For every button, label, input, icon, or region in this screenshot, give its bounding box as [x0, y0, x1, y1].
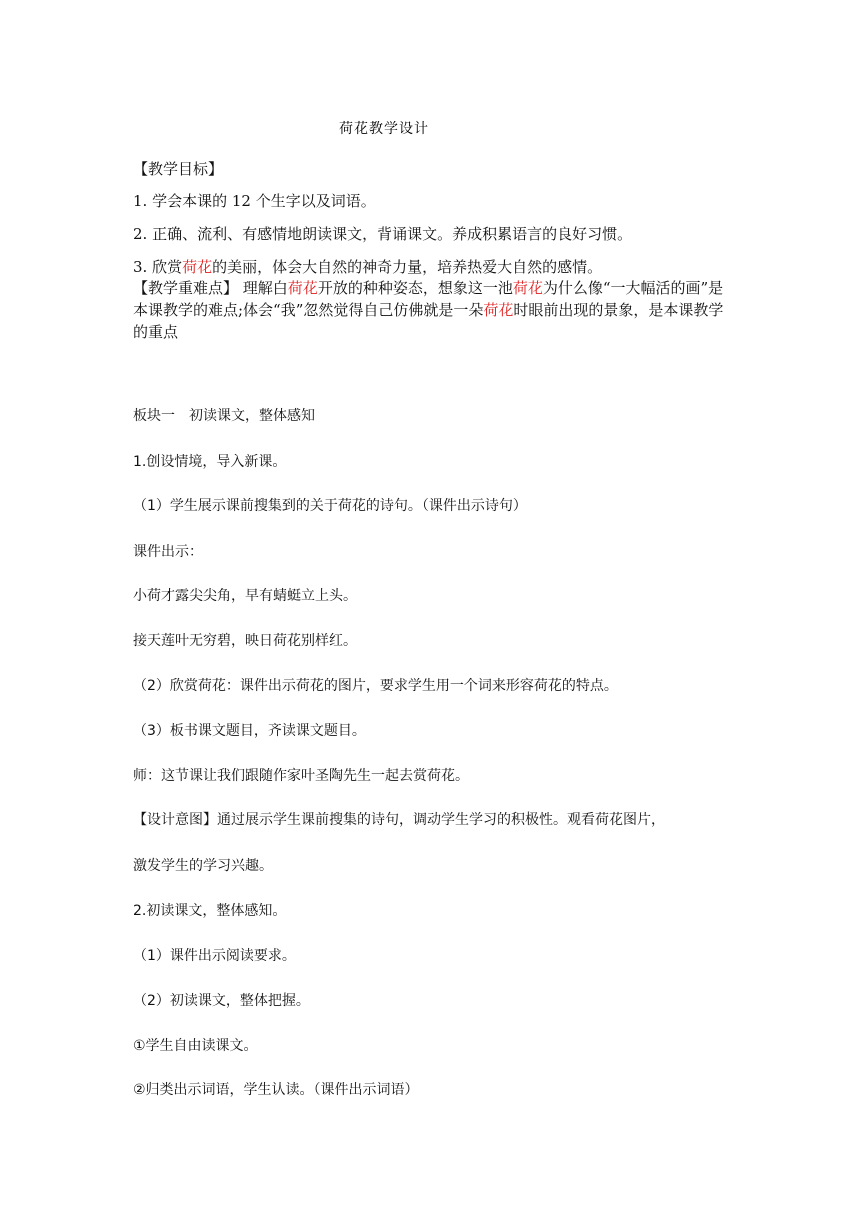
document-title: 荷花教学设计: [339, 121, 429, 137]
step-1: 1.创设情境，导入新课。: [133, 454, 287, 470]
step-2-2: （2）初读课文，整体把握。: [133, 993, 310, 1009]
step-2-b: ②归类出示词语，学生认读。（课件出示词语）: [133, 1082, 419, 1098]
poem-line-2: 接天莲叶无穷碧，映日荷花别样红。: [133, 633, 357, 649]
step-1-3: （3）板书课文题目，齐读课文题目。: [133, 723, 366, 739]
step-2: 2.初读课文，整体感知。: [133, 903, 287, 919]
highlight-term: 荷花: [483, 301, 514, 319]
step-2-a: ①学生自由读课文。: [133, 1038, 258, 1054]
highlight-term: 荷花: [182, 258, 213, 276]
difficulty-text-3: 为什么像“一大幅活的画”是本课教学的难点;体会“我”忽然觉得自己仿佛就是一朵: [133, 279, 724, 319]
difficulty-heading: 【教学重难点】: [133, 279, 239, 297]
difficulty-paragraph: [133, 277, 733, 343]
step-1-2: （2）欣赏荷花：课件出示荷花的图片，要求学生用一个词来形容荷花的特点。: [133, 678, 618, 694]
difficulty-text-1: 理解白: [238, 279, 288, 297]
courseware-label: 课件出示：: [133, 544, 203, 560]
step-2-1: （1）课件出示阅读要求。: [133, 948, 296, 964]
goal-item-2: 2. 正确、流利、有感情地朗读课文，背诵课文。养成积累语言的良好习惯。: [133, 225, 633, 243]
highlight-term: 荷花: [287, 279, 318, 297]
design-intent-line-1: 【设计意图】通过展示学生课前搜集的诗句，调动学生学习的积极性。观看荷花图片，: [133, 812, 665, 828]
goal-item-3: [133, 256, 602, 277]
design-intent-line-2: 激发学生的学习兴趣。: [133, 858, 273, 874]
step-1-1: （1）学生展示课前搜集到的关于荷花的诗句。（课件出示诗句）: [133, 498, 527, 514]
poem-line-1: 小荷才露尖尖角，早有蜻蜓立上头。: [133, 588, 357, 604]
teacher-line: 师：这节课让我们跟随作家叶圣陶先生一起去赏荷花。: [133, 768, 469, 784]
section-heading: 板块一 初读课文，整体感知: [133, 408, 315, 424]
goal-item-1: 1. 学会本课的 12 个生字以及词语。: [133, 192, 376, 210]
difficulty-text-4: 时眼前出现的景象，是本课教学的重点: [133, 301, 724, 341]
goals-heading: 【教学目标】: [133, 160, 224, 178]
goal-item-3-rest: 的美丽，体会大自然的神奇力量，培养热爱大自然的感情。: [212, 258, 603, 276]
highlight-term: 荷花: [512, 279, 543, 297]
goal-item-3-prefix: 3. 欣赏: [133, 258, 183, 276]
difficulty-text-2: 开放的种种姿态，想象这一池: [317, 279, 513, 297]
